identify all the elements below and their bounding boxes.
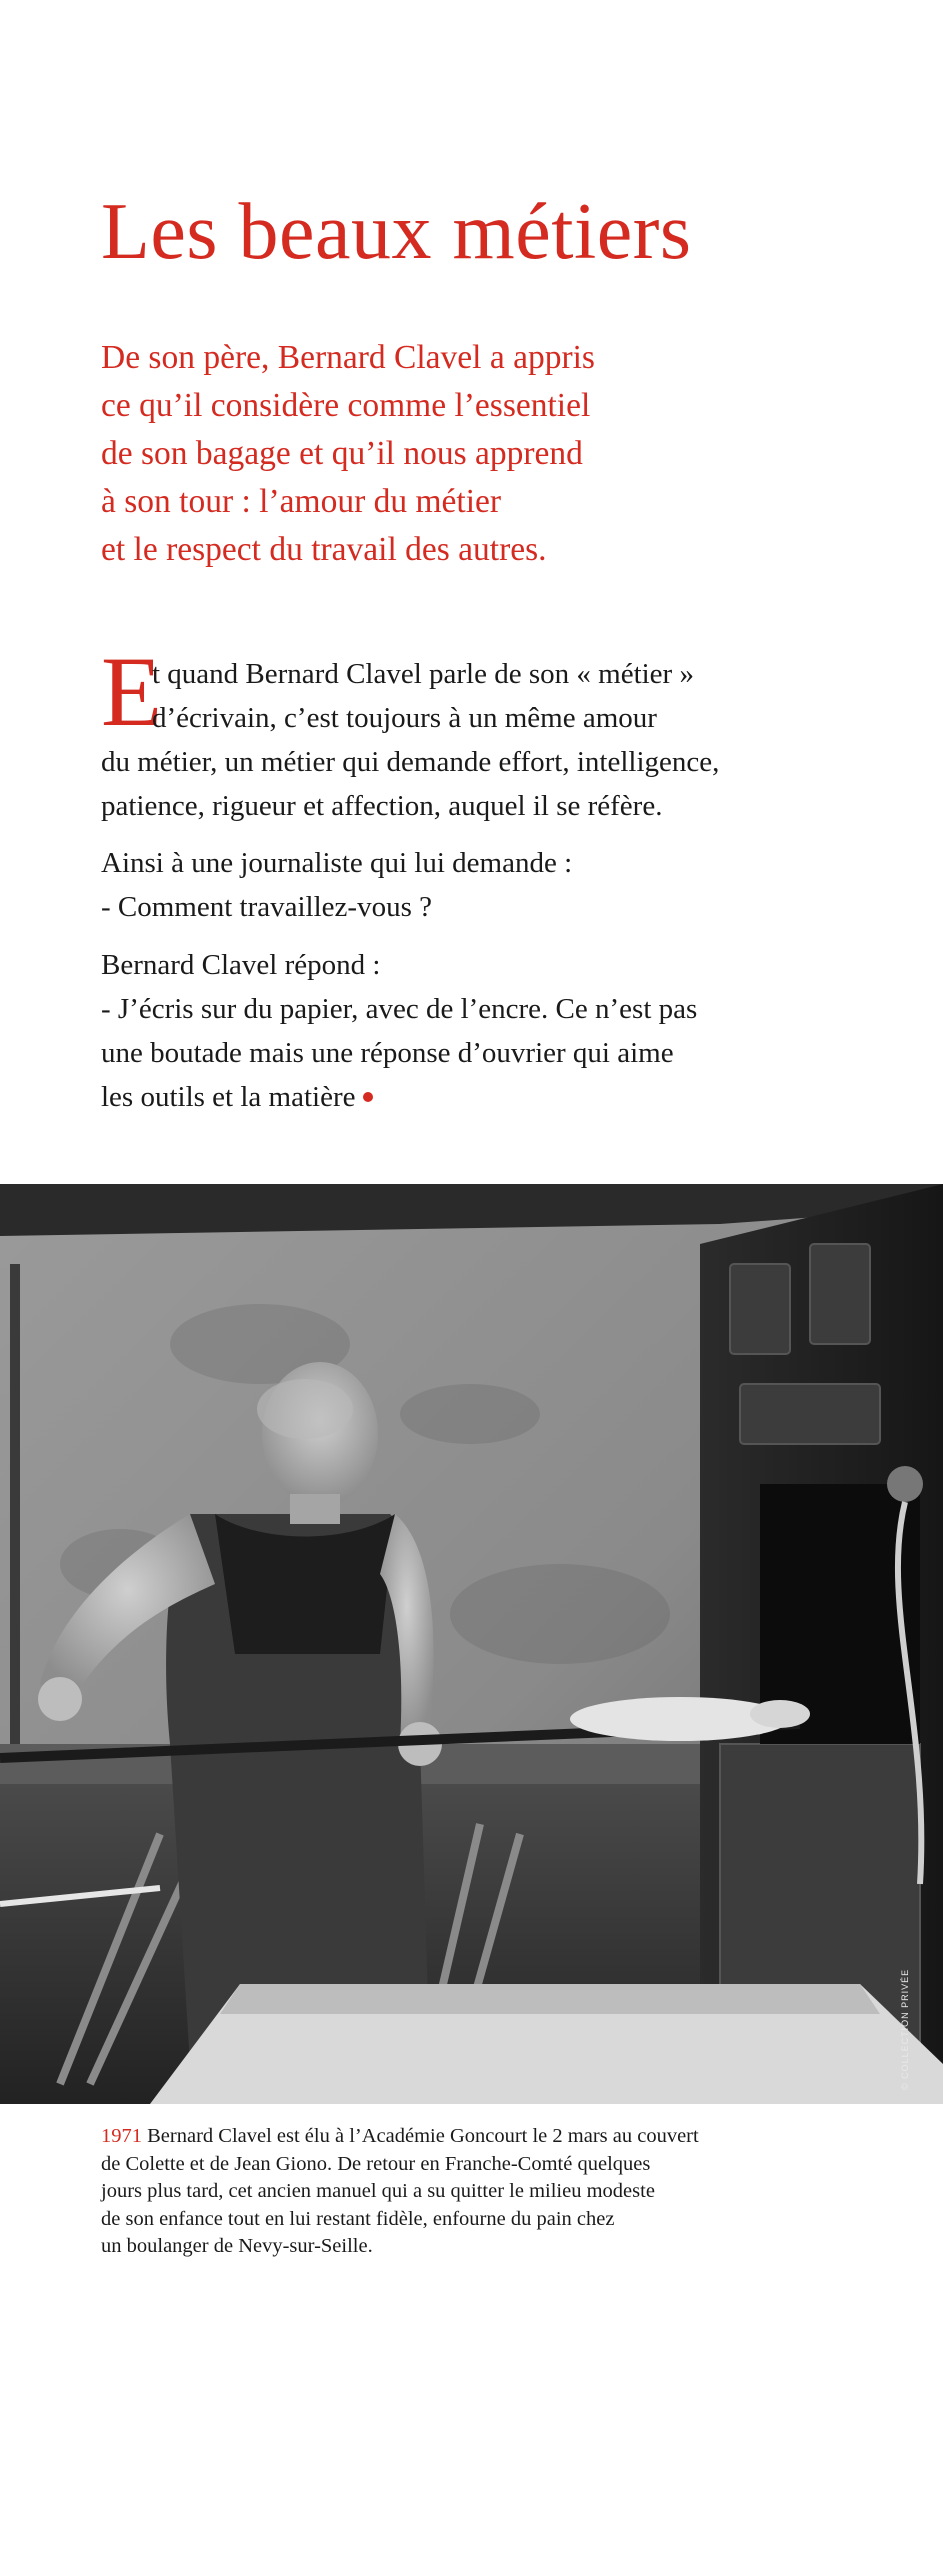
body-paragraph-1 [101,636,841,828]
caption-line: jours plus tard, cet ancien manuel qui a su quitter le milieu modeste [101,2180,655,2202]
body-line: - Comment travaillez-vous ? [101,891,432,923]
lead-line: de son bagage et qu’il nous apprend [101,435,583,472]
photo-caption [101,2123,861,2261]
body-line: une boutade mais une réponse d’ouvrier qui aime [101,1037,674,1069]
body-line: Ainsi à une journaliste qui lui demande : [101,847,573,879]
caption-text: Bernard Clavel est élu à l’Académie Goncourt le 2 mars au couvert [142,2125,699,2147]
caption-line: de son enfance tout en lui restant fidèle, enfourne du pain chez [101,2207,615,2230]
photo-baker-at-oven [0,1184,943,2104]
end-mark-dot [363,1092,373,1102]
body-line: du métier, un métier qui demande effort, intelligence, [101,746,720,778]
lead-line: et le respect du travail des autres. [101,531,547,568]
body-line: - J’écris sur du papier, avec de l’encre. Ce n’est pas [101,993,698,1025]
lead-line: ce qu’il considère comme l’essentiel [101,387,591,424]
photo-credit: © COLLECTION PRIVÉE [900,1968,910,2090]
body-line: t quand Bernard Clavel parle de son « métier » [152,658,694,690]
body-line-text: les outils et la matière [101,1081,356,1113]
caption-line: de Colette et de Jean Giono. De retour en Franche-Comté quelques [101,2152,651,2175]
lead-line: De son père, Bernard Clavel a appris [101,339,595,376]
lead-paragraph [101,334,861,574]
body-line: patience, rigueur et affection, auquel il se réfère. [101,790,663,822]
body-paragraph-2 [101,841,841,929]
body-line: Bernard Clavel répond : [101,949,381,981]
body-line-final [101,1075,841,1119]
caption-year: 1971 [101,2125,142,2147]
caption-line: un boulanger de Nevy-sur-Seille. [101,2235,373,2257]
body-paragraph-3 [101,943,841,1119]
lead-line: à son tour : l’amour du métier [101,483,502,520]
drop-cap: E [101,636,163,747]
page-title: Les beaux métiers [101,188,692,276]
caption-line [101,2123,861,2151]
photo-illustration [0,1184,943,2104]
body-line: d’écrivain, c’est toujours à un même amour [152,702,657,734]
